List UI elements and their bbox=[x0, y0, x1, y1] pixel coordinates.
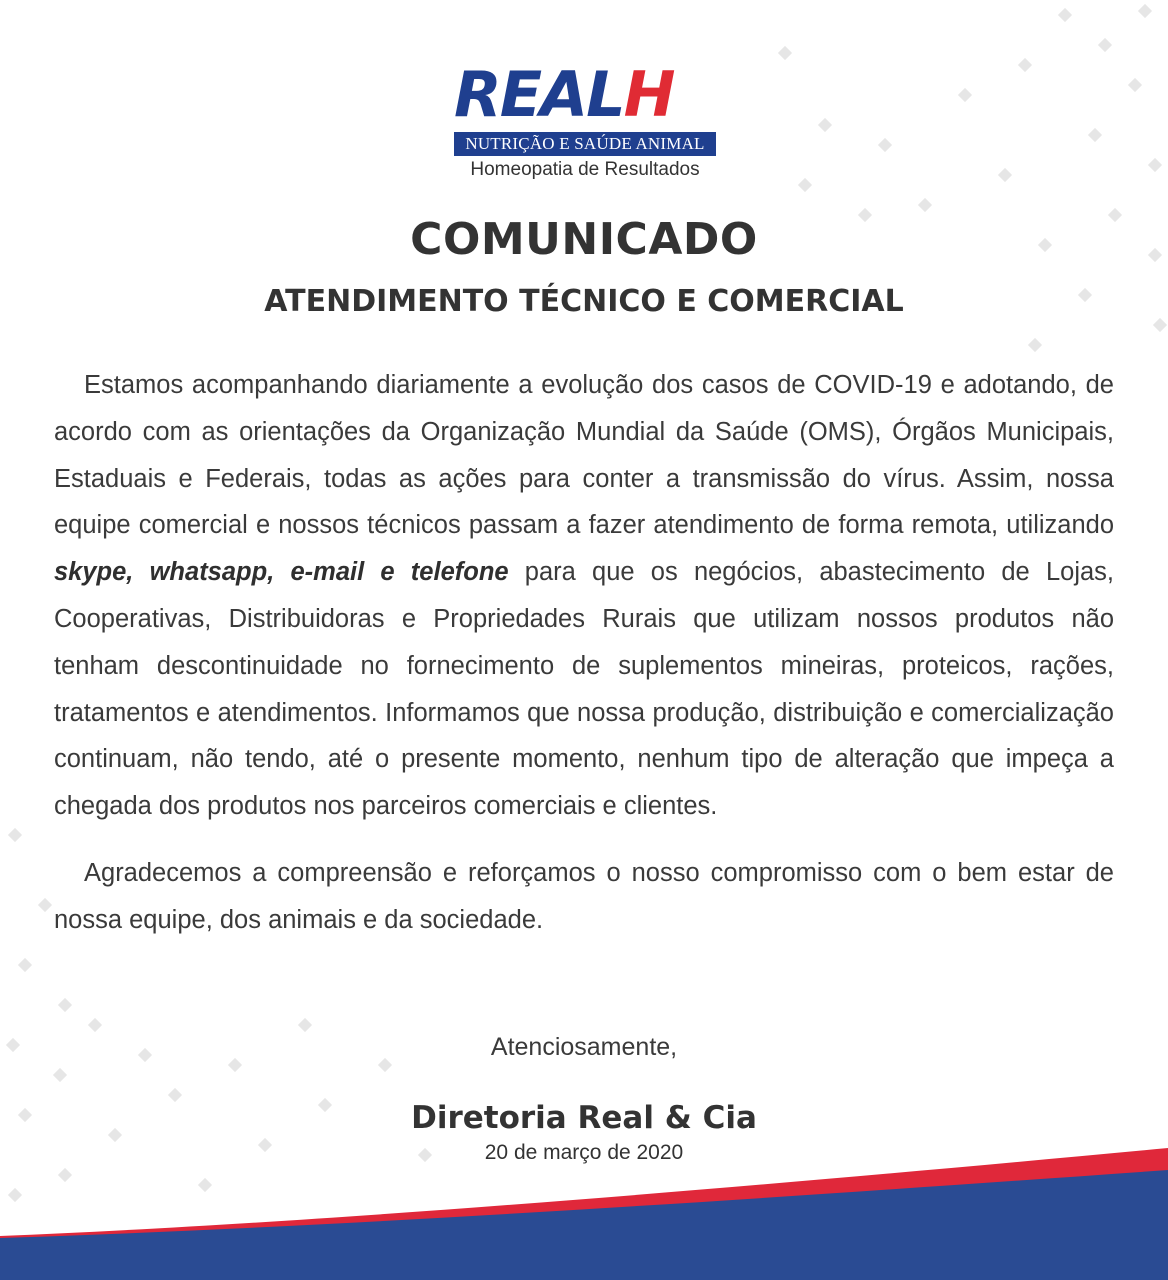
paragraph-1-end: para que os negócios, abastecimento de Lojas, Cooperativas, Distribuidoras e Propriedades Rurais que utilizam nossos produtos não tenham descontinuidade no fornecimento de suplementos mineiras, proteicos, rações, tratamentos e atendimentos. Informamos que nossa produção, distribuição e comercialização continuam, não tendo, até o presente momento, nenhum tipo de alteração que impeça a chegada dos produtos nos parceiros comerciais e clientes. bbox=[54, 558, 1114, 821]
paragraph-2: Agradecemos a compreensão e reforçamos o nosso compromisso com o bem estar de nossa equipe, dos animais e da sociedade. bbox=[54, 858, 1114, 934]
paragraph-1-start: Estamos acompanhando diariamente a evolução dos casos de COVID-19 e adotando, de acordo com as orientações da Organização Mundial da Saúde (OMS), Órgãos Municipais, Estaduais e Federais, todas as ações para conter a transmissão do vírus. Assim, nossa equipe comercial e nossos técnicos passam a fazer atendimento de forma remota, utilizando bbox=[54, 371, 1114, 540]
logo-bar: NUTRIÇÃO E SAÚDE ANIMAL bbox=[454, 132, 716, 156]
logo-wordmark bbox=[454, 58, 716, 131]
signature-name: Diretoria Real & Cia bbox=[411, 1100, 757, 1136]
logo-word-accent: H bbox=[623, 58, 674, 131]
page-subtitle: ATENDIMENTO TÉCNICO E COMERCIAL bbox=[264, 284, 904, 319]
growth-arrow-icon bbox=[680, 62, 716, 92]
paragraph-1 bbox=[54, 362, 1114, 830]
closing-text: Atenciosamente, bbox=[490, 1033, 678, 1061]
logo-tagline: Homeopatia de Resultados bbox=[470, 159, 700, 180]
page-title: COMUNICADO bbox=[410, 214, 758, 265]
announcement-body bbox=[54, 362, 1114, 944]
logo-word-main: REAL bbox=[454, 58, 624, 131]
contact-channels: skype, whatsapp, e-mail e telefone bbox=[54, 558, 509, 587]
footer-wave bbox=[0, 1140, 1168, 1280]
footer-blue-band bbox=[0, 1170, 1168, 1280]
signature-date: 20 de março de 2020 bbox=[484, 1141, 684, 1164]
company-logo bbox=[454, 58, 716, 186]
